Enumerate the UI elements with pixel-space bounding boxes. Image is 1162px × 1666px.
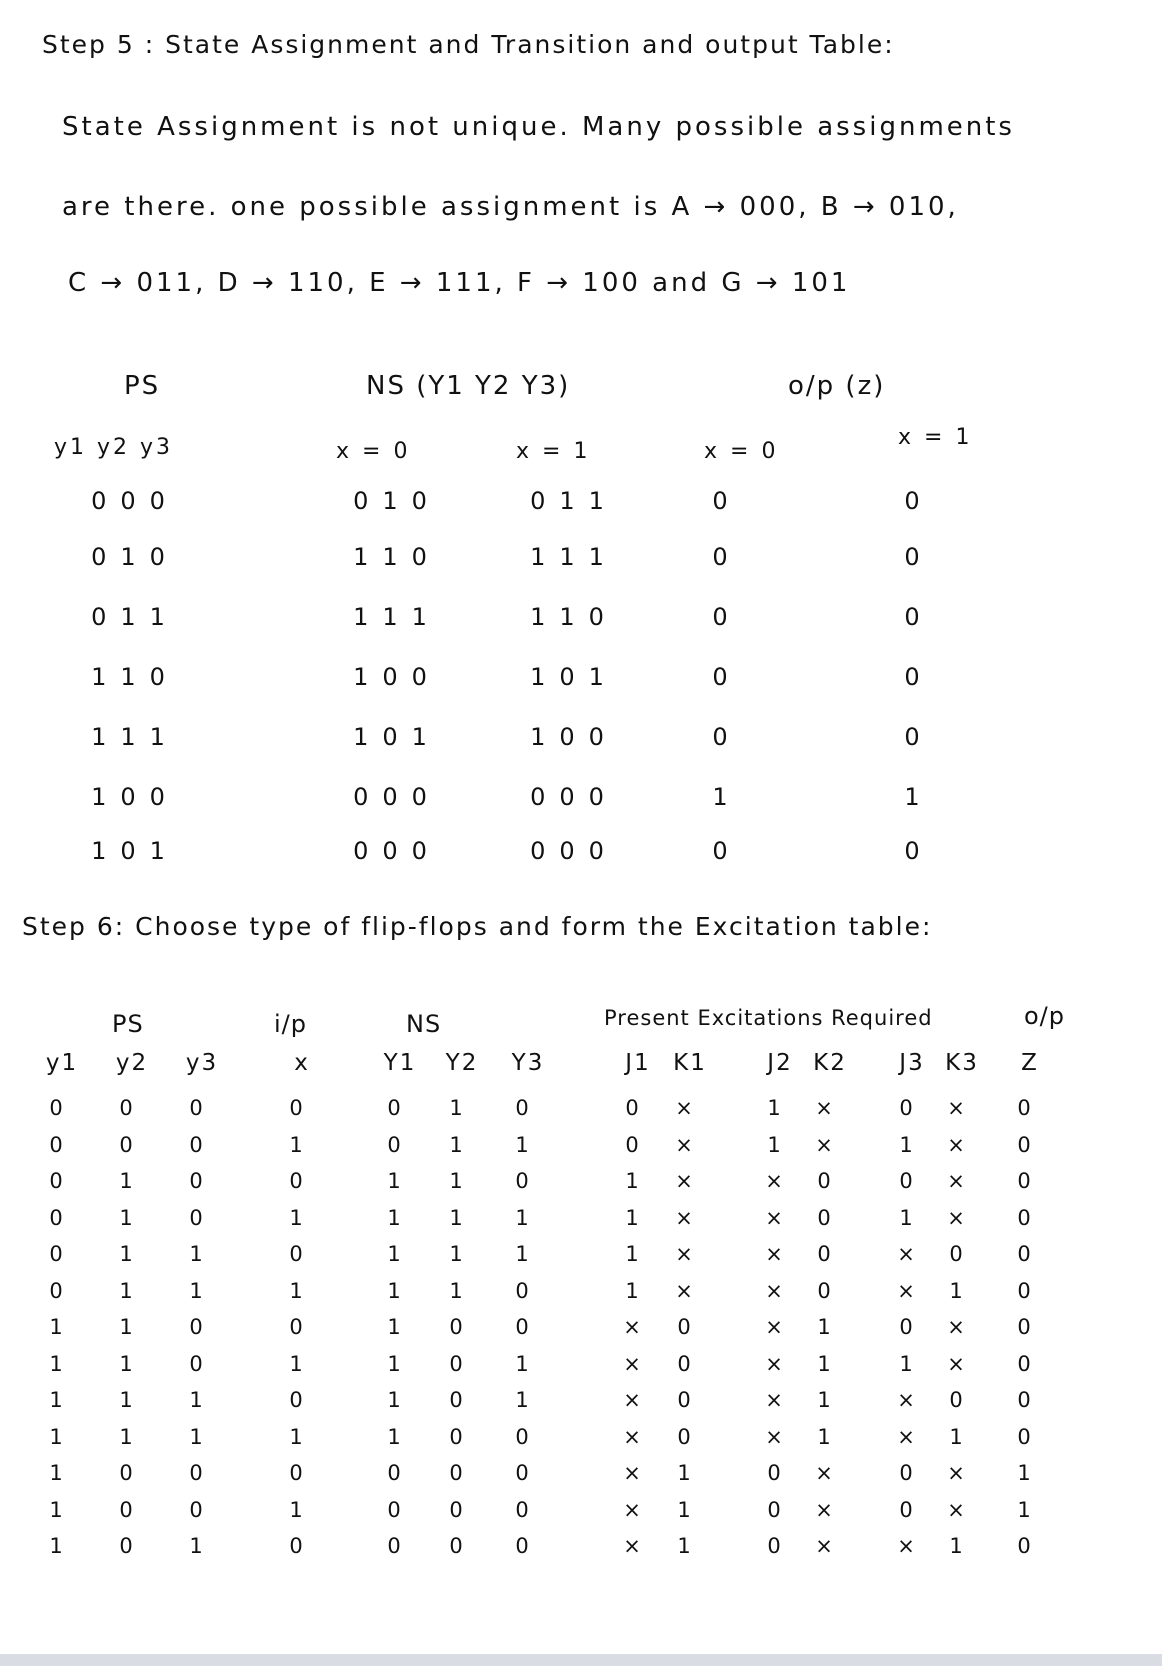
- excitation-cell: ×: [947, 1132, 967, 1157]
- cell-ns0: 101: [353, 723, 441, 751]
- excitation-cell: 1: [817, 1315, 833, 1339]
- excitation-cell: 0: [119, 1132, 135, 1157]
- excitation-cell: 1: [515, 1351, 531, 1376]
- excitation-cell: 0: [515, 1497, 531, 1522]
- excitation-cell: 0: [189, 1351, 205, 1376]
- cell-z1: 0: [904, 837, 934, 865]
- transition-row: [40, 783, 1100, 841]
- ns-x1-subheader: x = 1: [516, 439, 591, 464]
- ns-x0-subheader: x = 0: [336, 439, 411, 464]
- excitation-cell: 0: [1017, 1132, 1033, 1157]
- col-header-7: J1: [625, 1050, 651, 1076]
- col-header-8: K1: [673, 1050, 707, 1076]
- excitation-row: [20, 1498, 1130, 1532]
- excitation-cell: ×: [675, 1205, 695, 1230]
- excitation-cell: ×: [947, 1169, 967, 1193]
- excitation-cell: 0: [119, 1497, 135, 1522]
- excitation-cell: 0: [625, 1096, 641, 1120]
- excitation-cell: 0: [449, 1534, 465, 1558]
- excitation-cell: ×: [947, 1351, 967, 1376]
- excitation-cell: ×: [623, 1388, 643, 1412]
- excitation-cell: 1: [289, 1278, 305, 1303]
- cell-z1: 0: [904, 543, 934, 571]
- excitation-cell: 0: [515, 1169, 531, 1193]
- col-header-11: J3: [899, 1050, 925, 1076]
- excitation-cell: ×: [947, 1205, 967, 1230]
- excitation-cell: ×: [765, 1169, 785, 1193]
- excitation-cell: 1: [515, 1205, 531, 1230]
- cell-ns1: 110: [530, 603, 618, 631]
- cell-ps: 111: [91, 723, 179, 751]
- excitation-cell: 0: [49, 1278, 65, 1303]
- step5-paragraph-line-3: C → 011, D → 110, E → 111, F → 100 and G → 101: [68, 268, 851, 298]
- excitation-cell: 1: [817, 1424, 833, 1449]
- t2-ps-header: PS: [112, 1010, 144, 1038]
- cell-z0: 0: [712, 603, 742, 631]
- col-header-3: x: [294, 1050, 310, 1076]
- col-header-4: Y1: [383, 1050, 417, 1076]
- excitation-cell: 1: [49, 1315, 65, 1339]
- cell-ns0: 000: [353, 783, 441, 811]
- excitation-cell: ×: [947, 1497, 967, 1522]
- excitation-row: [20, 1133, 1130, 1167]
- excitation-cell: 0: [49, 1096, 65, 1120]
- excitation-cell: 0: [289, 1242, 305, 1266]
- excitation-cell: ×: [765, 1278, 785, 1303]
- excitation-cell: 0: [119, 1534, 135, 1558]
- excitation-cell: ×: [815, 1534, 835, 1558]
- excitation-cell: 0: [1017, 1424, 1033, 1449]
- cell-ps: 101: [91, 837, 179, 865]
- excitation-cell: 0: [1017, 1169, 1033, 1193]
- excitation-cell: 0: [119, 1096, 135, 1120]
- cell-ns1: 011: [530, 487, 618, 515]
- cell-ns1: 101: [530, 663, 618, 691]
- excitation-cell: 0: [289, 1315, 305, 1339]
- cell-z1: 0: [904, 663, 934, 691]
- excitation-cell: ×: [623, 1461, 643, 1485]
- excitation-cell: 1: [49, 1351, 65, 1376]
- excitation-cell: ×: [623, 1424, 643, 1449]
- excitation-cell: ×: [947, 1096, 967, 1120]
- ns-header: NS (Y1 Y2 Y3): [366, 371, 571, 401]
- excitation-cell: 1: [817, 1388, 833, 1412]
- transition-row: [40, 487, 1100, 545]
- excitation-row: [20, 1279, 1130, 1313]
- excitation-cell: 0: [449, 1497, 465, 1522]
- excitation-cell: 0: [449, 1461, 465, 1485]
- excitation-cell: 0: [189, 1096, 205, 1120]
- excitation-cell: 1: [677, 1461, 693, 1485]
- excitation-cell: 1: [449, 1278, 465, 1303]
- transition-row: [40, 723, 1100, 781]
- excitation-cell: 1: [767, 1132, 783, 1157]
- cell-z0: 0: [712, 837, 742, 865]
- excitation-cell: 0: [387, 1534, 403, 1558]
- excitation-cell: 0: [949, 1388, 965, 1412]
- excitation-row: [20, 1534, 1130, 1568]
- excitation-cell: 1: [49, 1534, 65, 1558]
- state-transition-table: [40, 371, 1100, 955]
- scroll-track[interactable]: [0, 1654, 1162, 1666]
- excitation-cell: 1: [949, 1424, 965, 1449]
- excitation-cell: 1: [899, 1205, 915, 1230]
- cell-z1: 0: [904, 487, 934, 515]
- transition-row: [40, 543, 1100, 601]
- excitation-cell: 1: [119, 1278, 135, 1303]
- col-header-2: y3: [185, 1050, 219, 1076]
- excitation-cell: 1: [189, 1534, 205, 1558]
- cell-ns0: 111: [353, 603, 441, 631]
- excitation-row: [20, 1315, 1130, 1349]
- excitation-cell: ×: [947, 1315, 967, 1339]
- step6-heading: Step 6: Choose type of flip-flops and form the Excitation table:: [22, 912, 933, 941]
- excitation-cell: 1: [449, 1169, 465, 1193]
- excitation-cell: 0: [817, 1278, 833, 1303]
- excitation-cell: ×: [623, 1315, 643, 1339]
- op-header: o/p (z): [788, 371, 886, 401]
- cell-ns1: 100: [530, 723, 618, 751]
- transition-row: [40, 603, 1100, 661]
- excitation-cell: 0: [1017, 1278, 1033, 1303]
- step5-paragraph-line-1: State Assignment is not unique. Many possible assignments: [62, 112, 1015, 142]
- excitation-cell: ×: [765, 1315, 785, 1339]
- excitation-cell: 0: [189, 1205, 205, 1230]
- op-x0-subheader: x = 0: [704, 439, 779, 464]
- excitation-cell: 0: [767, 1534, 783, 1558]
- excitation-cell: 1: [387, 1351, 403, 1376]
- excitation-cell: 1: [449, 1205, 465, 1230]
- excitation-row: [20, 1096, 1130, 1130]
- excitation-cell: 0: [899, 1169, 915, 1193]
- excitation-cell: 1: [949, 1278, 965, 1303]
- excitation-cell: 1: [119, 1169, 135, 1193]
- excitation-cell: ×: [897, 1534, 917, 1558]
- cell-ns1: 111: [530, 543, 618, 571]
- cell-z1: 0: [904, 603, 934, 631]
- excitation-cell: 1: [625, 1278, 641, 1303]
- t2-ns-header: NS: [406, 1010, 442, 1038]
- op-x1-subheader: x = 1: [898, 425, 973, 450]
- cell-ns0: 110: [353, 543, 441, 571]
- excitation-cell: 1: [387, 1424, 403, 1449]
- t2-op-header: o/p: [1024, 1002, 1066, 1030]
- excitation-cell: 1: [387, 1388, 403, 1412]
- excitation-cell: 1: [49, 1497, 65, 1522]
- excitation-cell: 1: [1017, 1461, 1033, 1485]
- excitation-row: [20, 1388, 1130, 1422]
- excitation-cell: 1: [289, 1497, 305, 1522]
- cell-ns0: 010: [353, 487, 441, 515]
- excitation-row: [20, 1242, 1130, 1276]
- cell-ps: 010: [91, 543, 179, 571]
- excitation-cell: 1: [449, 1096, 465, 1120]
- excitation-cell: 0: [1017, 1096, 1033, 1120]
- excitation-cell: 0: [515, 1534, 531, 1558]
- excitation-cell: 0: [189, 1461, 205, 1485]
- cell-z1: 1: [904, 783, 934, 811]
- excitation-cell: ×: [765, 1242, 785, 1266]
- excitation-cell: 0: [189, 1132, 205, 1157]
- ps-header: PS: [124, 371, 161, 401]
- excitation-cell: 0: [49, 1242, 65, 1266]
- excitation-cell: ×: [765, 1424, 785, 1449]
- cell-z0: 0: [712, 487, 742, 515]
- cell-ns0: 000: [353, 837, 441, 865]
- excitation-cell: 1: [449, 1132, 465, 1157]
- excitation-row: [20, 1425, 1130, 1459]
- excitation-cell: 0: [1017, 1534, 1033, 1558]
- cell-z0: 0: [712, 663, 742, 691]
- excitation-cell: 0: [189, 1315, 205, 1339]
- excitation-cell: 0: [515, 1461, 531, 1485]
- excitation-cell: ×: [623, 1497, 643, 1522]
- excitation-cell: 1: [289, 1132, 305, 1157]
- excitation-cell: 0: [899, 1497, 915, 1522]
- excitation-cell: 0: [449, 1351, 465, 1376]
- excitation-cell: 1: [289, 1205, 305, 1230]
- cell-ps: 000: [91, 487, 179, 515]
- excitation-cell: 0: [289, 1388, 305, 1412]
- excitation-cell: 0: [1017, 1242, 1033, 1266]
- excitation-cell: 1: [49, 1461, 65, 1485]
- excitation-cell: 1: [387, 1315, 403, 1339]
- col-header-5: Y2: [445, 1050, 479, 1076]
- step5-paragraph-line-2: are there. one possible assignment is A → 000, B → 010,: [62, 192, 959, 222]
- excitation-cell: 0: [899, 1315, 915, 1339]
- excitation-cell: 1: [387, 1169, 403, 1193]
- excitation-cell: ×: [765, 1351, 785, 1376]
- transition-row: [40, 837, 1100, 895]
- excitation-cell: 0: [289, 1096, 305, 1120]
- excitation-cell: ×: [675, 1132, 695, 1157]
- ps-subheader: y1 y2 y3: [54, 435, 174, 460]
- excitation-cell: 1: [677, 1534, 693, 1558]
- excitation-cell: 0: [189, 1497, 205, 1522]
- excitation-cell: 0: [677, 1424, 693, 1449]
- excitation-cell: 1: [625, 1169, 641, 1193]
- excitation-cell: 1: [49, 1424, 65, 1449]
- col-header-13: Z: [1021, 1050, 1039, 1076]
- excitation-cell: 1: [49, 1388, 65, 1412]
- excitation-cell: 1: [387, 1242, 403, 1266]
- excitation-cell: 1: [189, 1278, 205, 1303]
- excitation-cell: ×: [623, 1351, 643, 1376]
- excitation-cell: 1: [899, 1351, 915, 1376]
- excitation-cell: 0: [387, 1132, 403, 1157]
- t2-excitation-header: Present Excitations Required: [604, 1006, 933, 1030]
- excitation-cell: 1: [625, 1242, 641, 1266]
- excitation-cell: 0: [189, 1169, 205, 1193]
- excitation-row: [20, 1169, 1130, 1203]
- cell-z0: 0: [712, 543, 742, 571]
- excitation-cell: 1: [767, 1096, 783, 1120]
- excitation-cell: 1: [515, 1242, 531, 1266]
- excitation-row: [20, 1461, 1130, 1495]
- excitation-cell: 0: [515, 1278, 531, 1303]
- excitation-cell: ×: [897, 1424, 917, 1449]
- excitation-cell: 0: [1017, 1315, 1033, 1339]
- excitation-cell: 0: [677, 1315, 693, 1339]
- excitation-cell: 0: [289, 1534, 305, 1558]
- excitation-cell: 0: [625, 1132, 641, 1157]
- excitation-cell: 0: [289, 1461, 305, 1485]
- transition-row: [40, 663, 1100, 721]
- excitation-cell: 0: [449, 1388, 465, 1412]
- excitation-cell: ×: [947, 1461, 967, 1485]
- excitation-cell: 0: [899, 1096, 915, 1120]
- excitation-cell: 0: [119, 1461, 135, 1485]
- excitation-cell: ×: [815, 1497, 835, 1522]
- excitation-cell: 0: [1017, 1388, 1033, 1412]
- excitation-cell: 0: [817, 1205, 833, 1230]
- col-header-12: K3: [945, 1050, 979, 1076]
- excitation-cell: 1: [119, 1388, 135, 1412]
- excitation-cell: 0: [767, 1497, 783, 1522]
- excitation-cell: ×: [897, 1388, 917, 1412]
- excitation-cell: 0: [677, 1388, 693, 1412]
- excitation-cell: ×: [897, 1242, 917, 1266]
- cell-ns1: 000: [530, 837, 618, 865]
- excitation-cell: 0: [449, 1424, 465, 1449]
- cell-ns0: 100: [353, 663, 441, 691]
- cell-ps: 100: [91, 783, 179, 811]
- excitation-cell: 1: [119, 1351, 135, 1376]
- cell-z1: 0: [904, 723, 934, 751]
- excitation-cell: 0: [949, 1242, 965, 1266]
- excitation-cell: 1: [289, 1424, 305, 1449]
- excitation-cell: ×: [623, 1534, 643, 1558]
- excitation-cell: 0: [677, 1351, 693, 1376]
- excitation-cell: 1: [899, 1132, 915, 1157]
- col-header-1: y2: [115, 1050, 149, 1076]
- col-header-10: K2: [813, 1050, 847, 1076]
- cell-z0: 1: [712, 783, 742, 811]
- excitation-cell: 1: [119, 1205, 135, 1230]
- excitation-cell: ×: [675, 1278, 695, 1303]
- excitation-cell: 0: [817, 1242, 833, 1266]
- excitation-row: [20, 1352, 1130, 1386]
- excitation-cell: 0: [387, 1096, 403, 1120]
- excitation-cell: 1: [449, 1242, 465, 1266]
- excitation-cell: 0: [515, 1315, 531, 1339]
- excitation-cell: 0: [49, 1132, 65, 1157]
- excitation-cell: 1: [515, 1132, 531, 1157]
- excitation-cell: ×: [815, 1132, 835, 1157]
- col-header-9: J2: [767, 1050, 793, 1076]
- excitation-cell: 1: [189, 1424, 205, 1449]
- excitation-cell: 1: [1017, 1497, 1033, 1522]
- excitation-cell: 0: [387, 1461, 403, 1485]
- excitation-cell: ×: [675, 1169, 695, 1193]
- excitation-cell: 0: [387, 1497, 403, 1522]
- excitation-table: [20, 1002, 1130, 1666]
- excitation-cell: ×: [815, 1461, 835, 1485]
- excitation-cell: ×: [897, 1278, 917, 1303]
- excitation-cell: 0: [449, 1315, 465, 1339]
- excitation-cell: 1: [119, 1315, 135, 1339]
- excitation-cell: ×: [815, 1096, 835, 1120]
- excitation-cell: ×: [765, 1388, 785, 1412]
- cell-ps: 011: [91, 603, 179, 631]
- excitation-cell: 1: [189, 1242, 205, 1266]
- excitation-cell: 0: [1017, 1351, 1033, 1376]
- excitation-cell: 1: [817, 1351, 833, 1376]
- excitation-cell: 0: [49, 1205, 65, 1230]
- cell-z0: 0: [712, 723, 742, 751]
- excitation-cell: 1: [515, 1388, 531, 1412]
- excitation-cell: 1: [387, 1278, 403, 1303]
- excitation-row: [20, 1206, 1130, 1240]
- excitation-cell: 0: [899, 1461, 915, 1485]
- excitation-cell: 0: [817, 1169, 833, 1193]
- excitation-cell: 1: [119, 1242, 135, 1266]
- excitation-cell: 1: [677, 1497, 693, 1522]
- excitation-cell: ×: [675, 1242, 695, 1266]
- excitation-cell: 1: [949, 1534, 965, 1558]
- excitation-cell: 1: [189, 1388, 205, 1412]
- excitation-cell: ×: [675, 1096, 695, 1120]
- excitation-cell: 1: [289, 1351, 305, 1376]
- excitation-cell: 1: [625, 1205, 641, 1230]
- col-header-0: y1: [45, 1050, 79, 1076]
- excitation-cell: 0: [1017, 1205, 1033, 1230]
- excitation-cell: 0: [289, 1169, 305, 1193]
- excitation-cell: 0: [515, 1424, 531, 1449]
- excitation-cell: 1: [119, 1424, 135, 1449]
- step5-heading: Step 5 : State Assignment and Transition and output Table:: [42, 30, 895, 59]
- excitation-cell: 1: [387, 1205, 403, 1230]
- cell-ps: 110: [91, 663, 179, 691]
- col-header-6: Y3: [511, 1050, 545, 1076]
- t2-ip-header: i/p: [274, 1010, 307, 1038]
- excitation-cell: 0: [49, 1169, 65, 1193]
- excitation-cell: 0: [767, 1461, 783, 1485]
- excitation-cell: 0: [515, 1096, 531, 1120]
- cell-ns1: 000: [530, 783, 618, 811]
- excitation-cell: ×: [765, 1205, 785, 1230]
